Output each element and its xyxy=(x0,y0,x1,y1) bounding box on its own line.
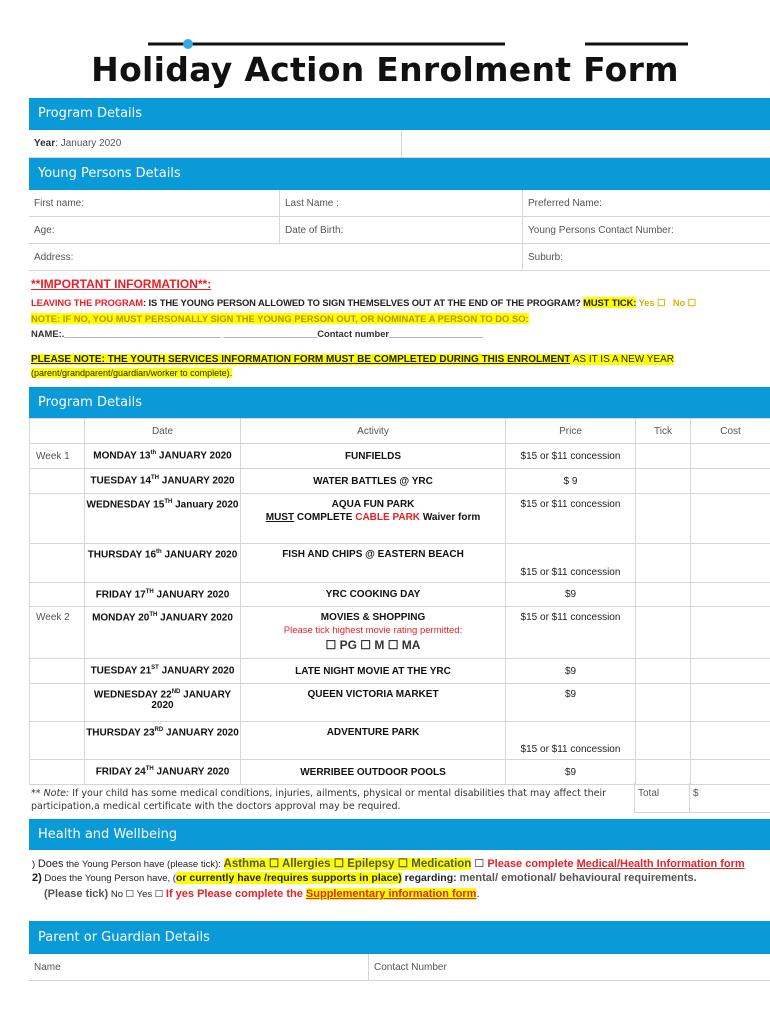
week-label xyxy=(30,722,85,760)
activity-cell: QUEEN VICTORIA MARKET xyxy=(241,684,506,722)
contact-number-field[interactable] xyxy=(522,217,770,243)
price-cell: $9 xyxy=(506,760,636,785)
please-note-text: PLEASE NOTE: THE YOUTH SERVICES INFORMATION FORM MUST BE COMPLETED DURING THIS ENROLMENT xyxy=(31,354,571,365)
section-title: Program Details xyxy=(38,106,143,121)
cost-cell[interactable] xyxy=(691,760,770,785)
price-cell: $ 9 xyxy=(506,469,636,494)
page-title: Holiday Action Enrolment Form xyxy=(91,50,679,89)
program-table-header xyxy=(29,387,770,418)
age-row xyxy=(29,217,770,244)
price-cell: $9 xyxy=(506,684,636,722)
please-note-line2: (parent/grandparent/guardian/worker to complete). xyxy=(31,368,233,378)
table-header-row xyxy=(30,419,770,444)
activity-cell xyxy=(241,494,506,544)
address-row xyxy=(29,244,770,271)
date-cell: MONDAY 20TH JANUARY 2020 xyxy=(85,607,241,659)
tick-cell[interactable] xyxy=(636,494,691,544)
health-header xyxy=(29,819,770,850)
section-title: Young Persons Details xyxy=(38,166,181,181)
week-label xyxy=(30,494,85,544)
year-field[interactable] xyxy=(29,130,401,157)
health-question-2: 2) Does the Young Person have, (or currently have /requires supports in place) regarding: mental/ emotional/ behavioural requirements. xyxy=(32,872,697,884)
tick-cell[interactable] xyxy=(636,607,691,659)
date-cell: FRIDAY 17TH JANUARY 2020 xyxy=(85,583,241,607)
price-cell: $9 xyxy=(506,583,636,607)
movie-rating-note: Please tick highest movie rating permitted: xyxy=(283,625,463,636)
preferred-name-label: Preferred Name: xyxy=(528,197,602,209)
medication-checkbox[interactable]: ☐ xyxy=(471,858,488,870)
important-heading: **IMPORTANT INFORMATION**: xyxy=(31,277,212,291)
tick-cell[interactable] xyxy=(636,659,691,684)
waiver-note: MUST COMPLETE CABLE PARK Waiver form xyxy=(265,512,481,523)
cost-cell[interactable] xyxy=(691,583,770,607)
medical-form-link[interactable]: Medical/Health Information form xyxy=(576,858,745,870)
tick-cell[interactable] xyxy=(636,583,691,607)
header-activity: Activity xyxy=(241,419,506,444)
please-note-line xyxy=(31,354,674,365)
date-cell: WEDNESDAY 15TH January 2020 xyxy=(85,494,241,544)
section-title: Parent or Guardian Details xyxy=(38,930,210,945)
program-details-header xyxy=(29,98,770,130)
table-row xyxy=(30,607,770,659)
please-note-tail: AS IT IS A NEW YEAR xyxy=(570,354,675,365)
section-title: Program Details xyxy=(38,395,143,410)
date-cell: FRIDAY 24TH JANUARY 2020 xyxy=(85,760,241,785)
first-name-field[interactable] xyxy=(29,190,279,216)
date-cell: WEDNESDAY 22ND JANUARY 2020 xyxy=(85,684,241,722)
tick-cell[interactable] xyxy=(636,544,691,583)
activity-name: AQUA FUN PARK xyxy=(331,499,415,510)
cost-cell[interactable] xyxy=(691,684,770,722)
condition-checkboxes[interactable]: Asthma ☐ Allergies ☐ Epilepsy ☐ Medication xyxy=(223,858,472,870)
medical-note xyxy=(31,787,631,813)
price-cell: $15 or $11 concession xyxy=(506,722,636,760)
leaving-label: LEAVING THE PROGRAM xyxy=(31,297,143,308)
cost-cell[interactable] xyxy=(691,659,770,684)
table-row xyxy=(30,583,770,607)
price-cell: $15 or $11 concession xyxy=(506,494,636,544)
age-field[interactable] xyxy=(29,217,279,243)
preferred-name-field[interactable] xyxy=(522,190,770,216)
table-row xyxy=(30,494,770,544)
year-row xyxy=(29,130,770,158)
age-label: Age: xyxy=(34,224,55,236)
week-label xyxy=(30,760,85,785)
year-blank[interactable] xyxy=(401,130,770,157)
last-name-field[interactable] xyxy=(279,190,522,216)
activity-cell: ADVENTURE PARK xyxy=(241,722,506,760)
address-label: Address: xyxy=(34,251,74,263)
last-name-label: Last Name : xyxy=(285,197,339,209)
names-row xyxy=(29,190,770,217)
suburb-label: Suburb: xyxy=(528,251,564,263)
date-cell: MONDAY 13th JANUARY 2020 xyxy=(85,444,241,469)
suburb-field[interactable] xyxy=(522,244,770,270)
activity-cell: WERRIBEE OUTDOOR POOLS xyxy=(241,760,506,785)
table-row xyxy=(30,544,770,583)
total-value[interactable]: $ xyxy=(689,783,770,813)
price-cell: $15 or $11 concession xyxy=(506,607,636,659)
cost-cell[interactable] xyxy=(691,469,770,494)
year-label: Year xyxy=(34,138,56,149)
header-tick: Tick xyxy=(636,419,691,444)
week-label: Week 2 xyxy=(30,607,85,659)
nominee-line[interactable]: NAME:.______________________________ __________________Contact number__________________ xyxy=(31,328,483,339)
parent-header xyxy=(29,921,770,954)
tick-cell[interactable] xyxy=(636,684,691,722)
tick-cell[interactable] xyxy=(636,722,691,760)
activity-cell: FUNFIELDS xyxy=(241,444,506,469)
tick-cell[interactable] xyxy=(636,760,691,785)
date-cell: THURSDAY 23RD JANUARY 2020 xyxy=(85,722,241,760)
price-cell: $15 or $11 concession xyxy=(506,444,636,469)
parent-row xyxy=(29,954,770,981)
cost-cell[interactable] xyxy=(691,722,770,760)
date-cell: TUESDAY 14TH JANUARY 2020 xyxy=(85,469,241,494)
activity-name: MOVIES & SHOPPING xyxy=(320,612,426,623)
price-cell: $15 or $11 concession xyxy=(506,544,636,583)
table-row xyxy=(30,684,770,722)
header-cost: Cost xyxy=(691,419,770,444)
activity-cell: WATER BATTLES @ YRC xyxy=(241,469,506,494)
cost-cell[interactable] xyxy=(691,544,770,583)
parent-name-label: Name xyxy=(34,961,61,973)
tick-cell[interactable] xyxy=(636,444,691,469)
dob-field[interactable] xyxy=(279,217,522,243)
dob-label: Date of Birth: xyxy=(285,224,344,236)
contact-number-label: Young Persons Contact Number: xyxy=(528,224,674,236)
week-label: Week 1 xyxy=(30,444,85,469)
table-row xyxy=(30,760,770,785)
cost-cell[interactable] xyxy=(691,494,770,544)
cost-cell[interactable] xyxy=(691,444,770,469)
activity-cell xyxy=(241,607,506,659)
week-label xyxy=(30,684,85,722)
table-row xyxy=(30,444,770,469)
header-date: Date xyxy=(85,419,241,444)
health-question-3: (Please tick) No ☐ Yes ☐ If yes Please complete the Supplementary information form. xyxy=(44,888,480,900)
activity-cell: FISH AND CHIPS @ EASTERN BEACH xyxy=(241,544,506,583)
week-label xyxy=(30,583,85,607)
week-label xyxy=(30,544,85,583)
activity-cell: LATE NIGHT MOVIE AT THE YRC xyxy=(241,659,506,684)
date-cell: TUESDAY 21ST JANUARY 2020 xyxy=(85,659,241,684)
tick-cell[interactable] xyxy=(636,469,691,494)
table-row xyxy=(30,659,770,684)
address-field[interactable] xyxy=(29,244,522,270)
leave-no-checkbox[interactable]: No ☐ xyxy=(672,297,696,308)
support-checkboxes[interactable]: No ☐ Yes ☐ xyxy=(108,889,166,900)
header-decoration xyxy=(0,38,770,50)
parent-contact-field[interactable] xyxy=(368,954,770,980)
program-table xyxy=(29,418,770,785)
must-tick: MUST TICK: xyxy=(583,297,637,308)
first-name-label: First name: xyxy=(34,197,85,209)
header-week xyxy=(30,419,85,444)
note-prefix: ** Note: xyxy=(31,788,70,799)
activity-cell: YRC COOKING DAY xyxy=(241,583,506,607)
sign-out-note: NOTE: IF NO, YOU MUST PERSONALLY SIGN THE YOUNG PERSON OUT, OR NOMINATE A PERSON TO DO SO: xyxy=(31,313,529,324)
cost-cell[interactable] xyxy=(691,607,770,659)
parent-contact-label: Contact Number xyxy=(374,961,447,973)
leaving-program-line xyxy=(31,297,696,309)
price-cell: $9 xyxy=(506,659,636,684)
week-label xyxy=(30,659,85,684)
leave-yes-checkbox[interactable]: Yes ☐ xyxy=(638,297,666,308)
table-row xyxy=(30,469,770,494)
total-label: Total xyxy=(634,783,689,813)
year-value: : January 2020 xyxy=(55,138,122,149)
health-question-1: ) Does the Young Person have (please tick): Asthma ☐ Allergies ☐ Epilepsy ☐ Medication ☐ Please complete Medical/Health Information form xyxy=(32,858,745,870)
supplementary-form-link[interactable]: Supplementary information form xyxy=(305,888,477,900)
section-title: Health and Wellbeing xyxy=(38,827,178,842)
young-persons-header xyxy=(29,158,770,190)
week-label xyxy=(30,469,85,494)
date-cell: THURSDAY 16th JANUARY 2020 xyxy=(85,544,241,583)
parent-name-field[interactable] xyxy=(29,954,368,980)
leaving-question: : IS THE YOUNG PERSON ALLOWED TO SIGN THEMSELVES OUT AT THE END OF THE PROGRAM? xyxy=(143,297,584,308)
table-row xyxy=(30,722,770,760)
note-text: If your child has some medical conditions, injuries, ailments, physical or mental disabilities that may affect their participation,a medical certificate with the doctors approval may be required. xyxy=(31,788,607,812)
header-price: Price xyxy=(506,419,636,444)
movie-rating-checkboxes[interactable]: ☐ PG ☐ M ☐ MA xyxy=(325,638,421,652)
